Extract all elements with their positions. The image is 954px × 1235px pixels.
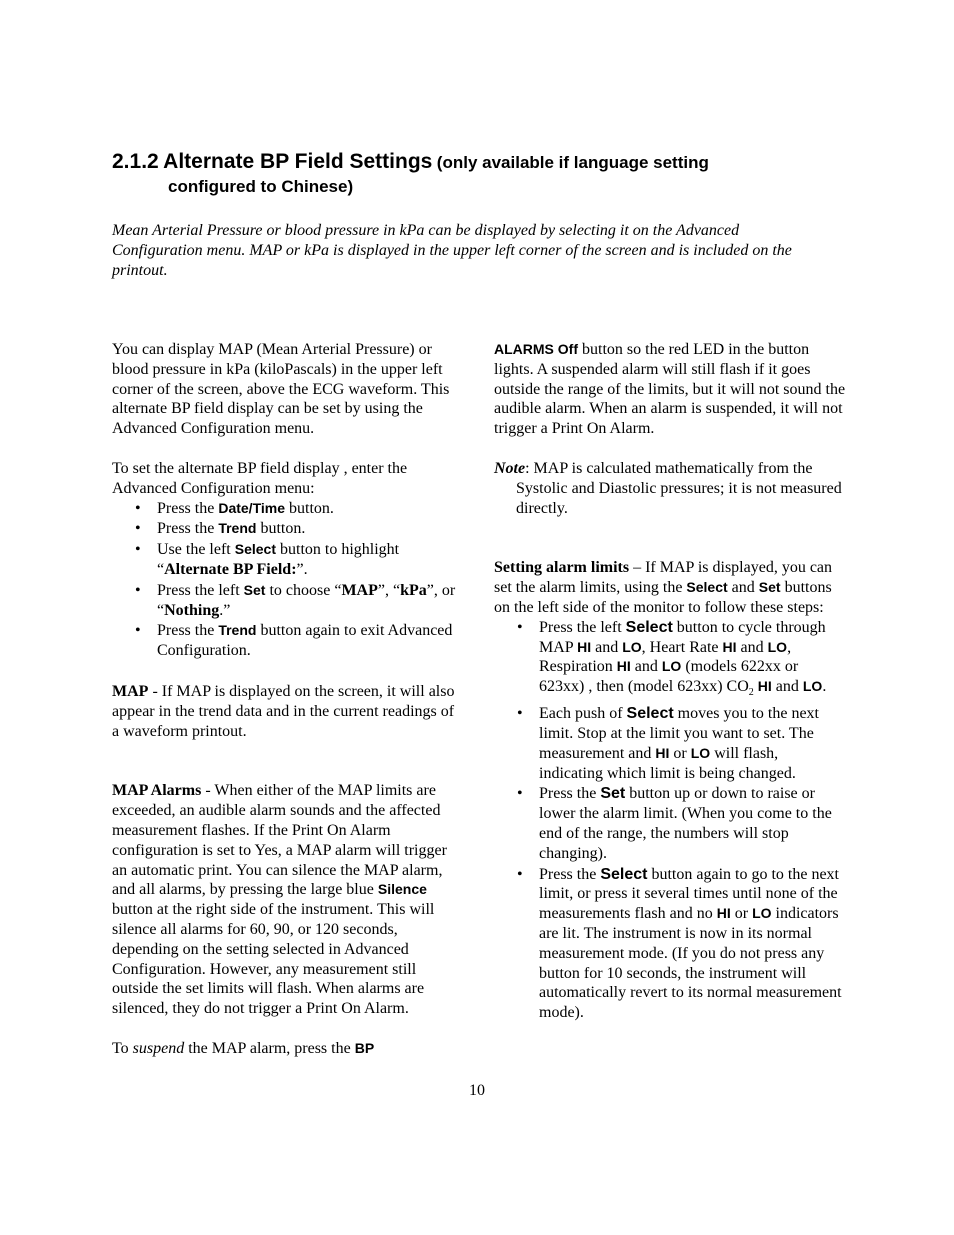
list-item: • Press the Set button up or down to raise or lower the alarm limit. (When you come to the end of the range, the numbers will stop changing). [517, 785, 832, 862]
list-item: • Each push of Select moves you to the next limit. Stop at the limit you want to set. The measurement and HI or LO will flash, indicating which limit is being changed. [517, 705, 819, 782]
config-steps-list [112, 499, 464, 661]
map-alarms-paragraph: MAP Alarms - When either of the MAP limits are exceeded, an audible alarm sounds and the affected measurement flashes. If the Print On Alarm configuration is set to Yes, a MAP alarm will trigger an automatic print. You can silence the MAP alarm, and all alarms, by pressing the large blue Silence button at the right side of the instrument. This will silence all alarms for 60, 90, or 120 seconds, depending on the setting selected in Advanced Configuration. However, any measurement still outside the set limits will flash. When alarms are silenced, they do not trigger a Print On Alarm. [112, 782, 447, 1018]
key-bp: BP [354, 1039, 375, 1056]
key-set: Set [243, 581, 266, 598]
section-subtitle-line1: (only available if language setting [436, 153, 709, 172]
alt-bp-intro-paragraph: To set the alternate BP field display , enter the Advanced Configuration menu: [112, 459, 408, 497]
note-paragraph: Note: MAP is calculated mathematically from the Systolic and Diastolic pressures; it is not measured directly. [494, 459, 842, 517]
key-alarms-off: ALARMS Off [494, 341, 578, 357]
key-trend: Trend [218, 622, 257, 639]
section-title: Alternate BP Field Settings [163, 150, 433, 173]
list-item: • Use the left Select button to highlight “Alternate BP Field:”. [135, 541, 400, 578]
intro-paragraph: Mean Arterial Pressure or blood pressure in kPa can be displayed by selecting it on the Advanced Configuration menu. MAP or kPa is displayed in the upper left corner of the screen and is included on the printout. [112, 222, 792, 279]
suspend-paragraph: To suspend the MAP alarm, press the BP [112, 1039, 375, 1057]
key-select: Select [234, 541, 276, 558]
key-date-time: Date/Time [218, 499, 285, 516]
list-item: • Press the left Select button to cycle through MAP HI and LO, Heart Rate HI and LO, Respiration HI and LO (models 622xx or 623xx) , then (model 623xx) $CO_2$ HI and LO. [517, 618, 827, 699]
list-item: • Press the Date/Time button. [135, 499, 334, 517]
section-subtitle-line2: configured to Chinese) [168, 177, 354, 196]
alarm-limits-paragraph: Setting alarm limits – If MAP is displayed, you can set the alarm limits, using the Select and Set buttons on the left side of the monitor to follow these steps: [494, 559, 833, 616]
section-heading [112, 150, 832, 197]
left-column [112, 340, 464, 1059]
alarm-limit-steps-list [494, 618, 846, 1023]
list-item: • Press the left Set to choose “MAP”, “kPa”, or “Nothing.” [135, 581, 456, 619]
key-trend: Trend [218, 520, 257, 537]
suspend-continued-paragraph: ALARMS Off button so the red LED in the button lights. A suspended alarm will still flash if it goes outside the range of the limits, but it will not sound the audible alarm. When an alarm is suspended, it will not trigger a Print On Alarm. [494, 341, 846, 438]
page-number: 10 [469, 1082, 485, 1099]
map-display-paragraph: You can display MAP (Mean Arterial Pressure) or blood pressure in kPa (kiloPascals) in the upper left corner of the screen, above the ECG waveform. This alternate BP field display can be set by using the Advanced Configuration menu. [112, 341, 450, 438]
list-item: • Press the Trend button again to exit Advanced Configuration. [135, 622, 453, 660]
key-silence: Silence [377, 881, 427, 898]
list-item: • Press the Select button again to go to the next limit, or press it several times until none of the measurements flash and no HI or LO indicators are lit. The instrument is now in its normal measurement mode. (If you do not press any button for 10 seconds, the instrument will automatically revert to its normal measurement mode). [517, 865, 842, 1022]
list-item: • Press the Trend button. [135, 520, 306, 538]
map-paragraph: MAP - If MAP is displayed on the screen, it will also appear in the trend data and in the current readings of a waveform printout. [112, 682, 455, 740]
section-number: 2.1.2 [112, 150, 159, 173]
right-column [494, 340, 846, 1024]
